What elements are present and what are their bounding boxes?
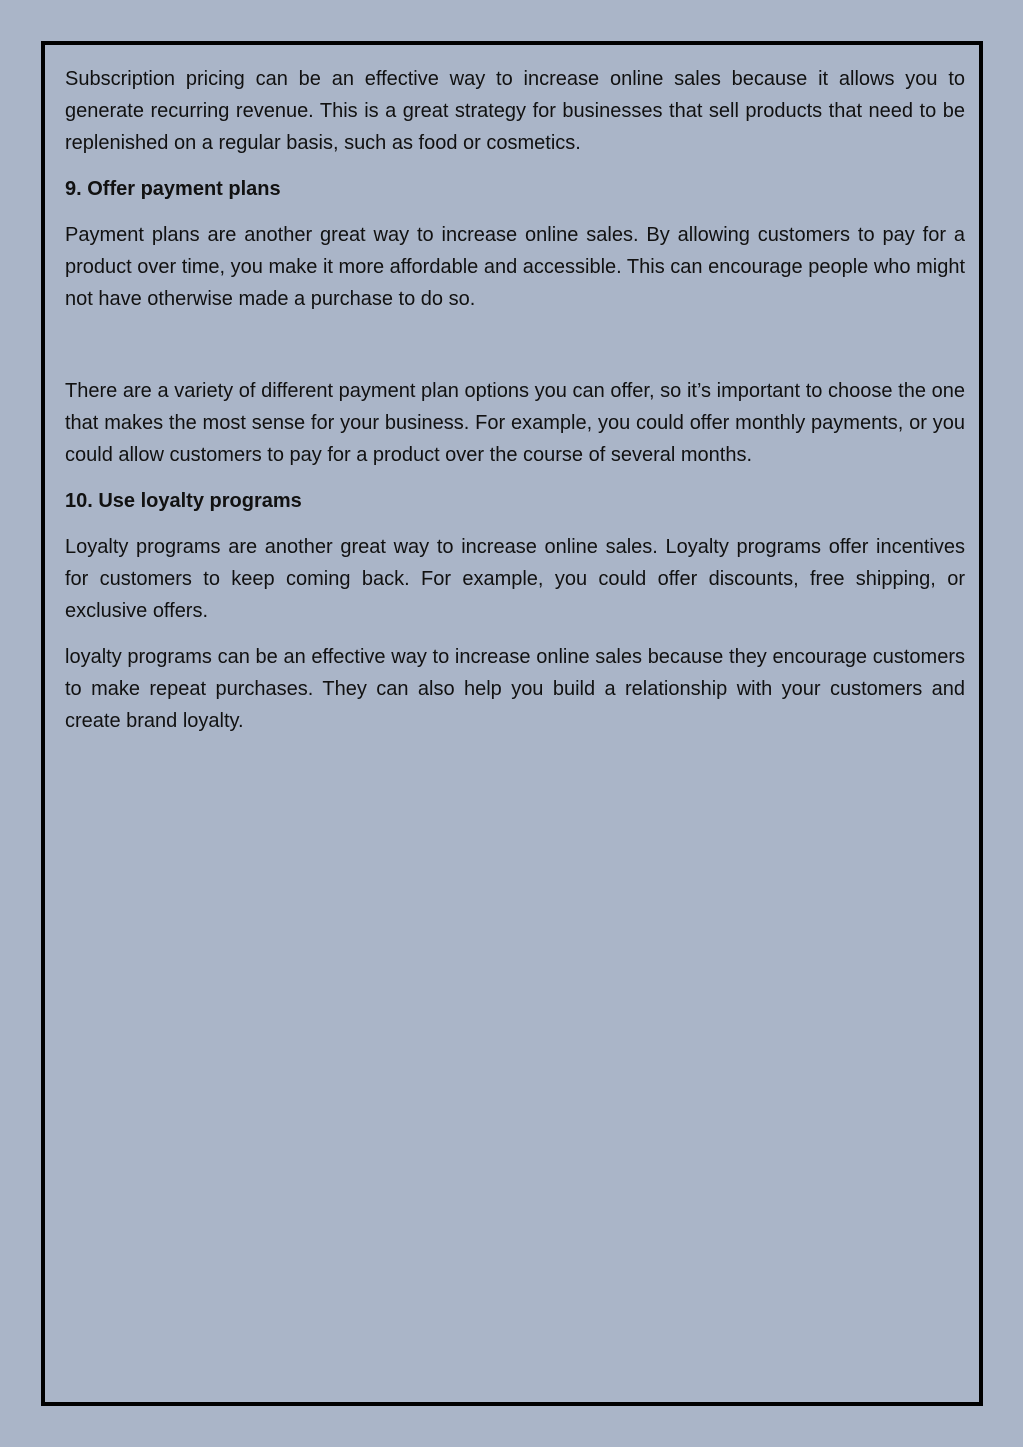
paragraph-loyalty-intro: Loyalty programs are another great way to increase online sales. Loyalty programs offer incentives for customers to keep coming back. For example, you could offer discounts, free shipping, or exclusive offers. [65,536,965,622]
heading-use-loyalty-programs: 10. Use loyalty programs [65,490,302,512]
document-body [65,63,965,751]
heading-offer-payment-plans: 9. Offer payment plans [65,178,281,200]
paragraph-subscription-pricing: Subscription pricing can be an effective way to increase online sales because it allows you to generate recurring revenue. This is a great strategy for businesses that sell products that need to be replenished on a regular basis, such as food or cosmetics. [65,68,965,154]
page-frame [41,41,983,1406]
paragraph-loyalty-benefits: loyalty programs can be an effective way to increase online sales because they encourage customers to make repeat purchases. They can also help you build a relationship with your customers and create brand loyalty. [65,646,965,732]
paragraph-payment-plans-intro: Payment plans are another great way to increase online sales. By allowing customers to pay for a product over time, you make it more affordable and accessible. This can encourage people who might not have otherwise made a purchase to do so. [65,224,965,310]
paragraph-payment-plan-options: There are a variety of different payment plan options you can offer, so it’s important to choose the one that makes the most sense for your business. For example, you could offer monthly payments, or you could allow customers to pay for a product over the course of several months. [65,380,965,466]
